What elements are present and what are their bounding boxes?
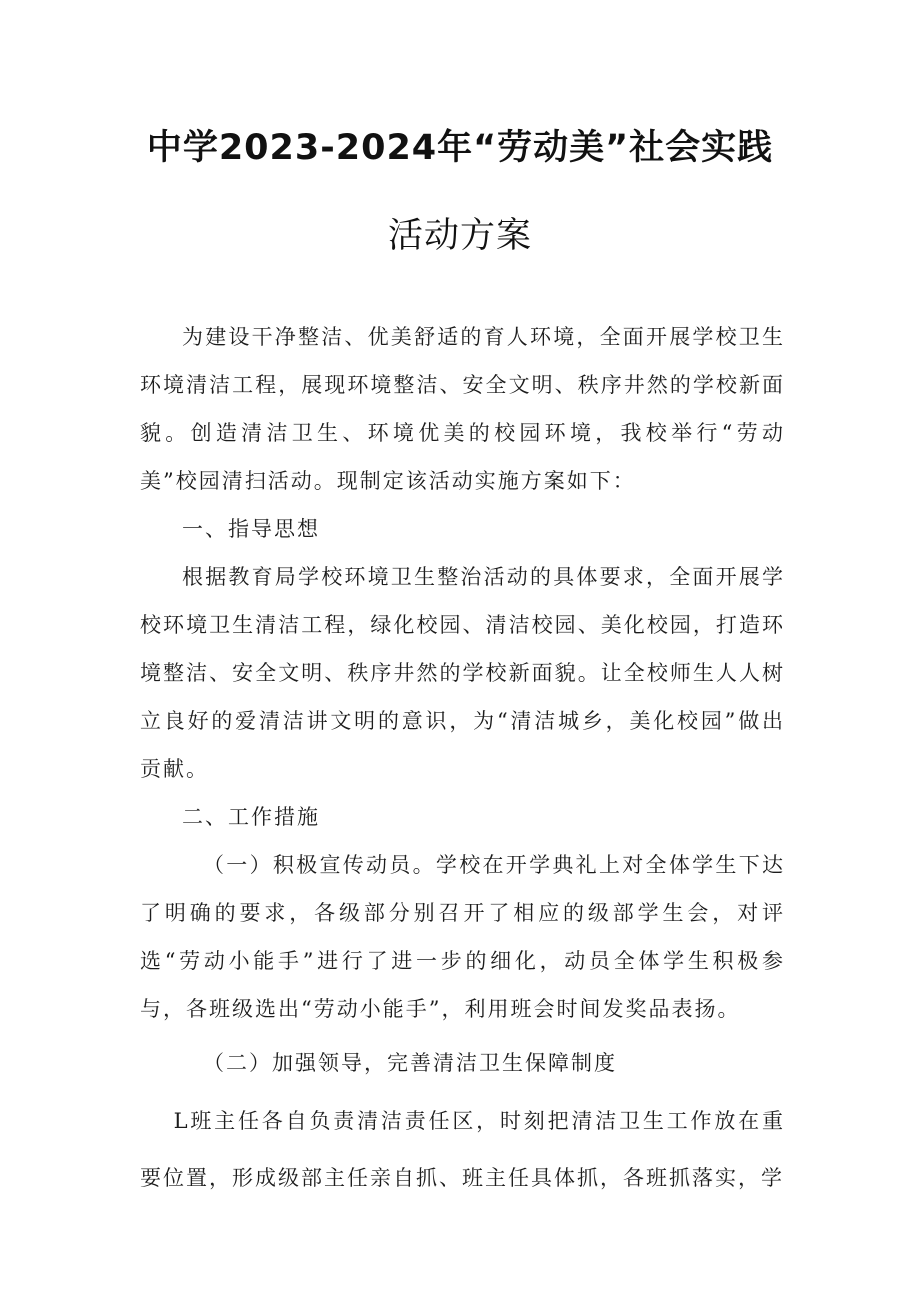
section2-heading: 二、工作措施 <box>182 805 320 829</box>
measure1-paragraph: （一）积极宣传动员。学校在开学典礼上对全体学生下达了明确的要求，各级部分别召开了相应的级部学生会，对评选“劳动小能手”进行了进一步的细化，动员全体学生积极参与，各班级选出“劳动小能手”，利用班会时间发奖品表扬。 <box>140 853 785 1021</box>
intro-paragraph: 为建设干净整洁、优美舒适的育人环境，全面开展学校卫生环境清洁工程，展现环境整洁、安全文明、秩序井然的学校新面貌。创造清洁卫生、环境优美的校园环境，我校举行“劳动美”校园清扫活动。现制定该活动实施方案如下： <box>140 325 785 493</box>
document-body <box>140 313 785 1207</box>
section1-heading: 一、指导思想 <box>182 517 320 541</box>
measure2-paragraph: L班主任各自负责清洁责任区，时刻把清洁卫生工作放在重要位置，形成级部主任亲自抓、班主任具体抓，各班抓落实，学 <box>140 1109 785 1190</box>
section1-paragraph: 根据教育局学校环境卫生整治活动的具体要求，全面开展学校环境卫生清洁工程，绿化校园、清洁校园、美化校园，打造环境整洁、安全文明、秩序井然的学校新面貌。让全校师生人人树立良好的爱清洁讲文明的意识，为“清洁城乡，美化校园”做出贡献。 <box>140 565 785 781</box>
document-title-line1: 中学2023-2024年“劳动美”社会实践 <box>146 128 774 168</box>
measure2-heading: （二）加强领导，完善清洁卫生保障制度 <box>203 1051 617 1075</box>
document-title-line2: 活动方案 <box>387 216 532 256</box>
